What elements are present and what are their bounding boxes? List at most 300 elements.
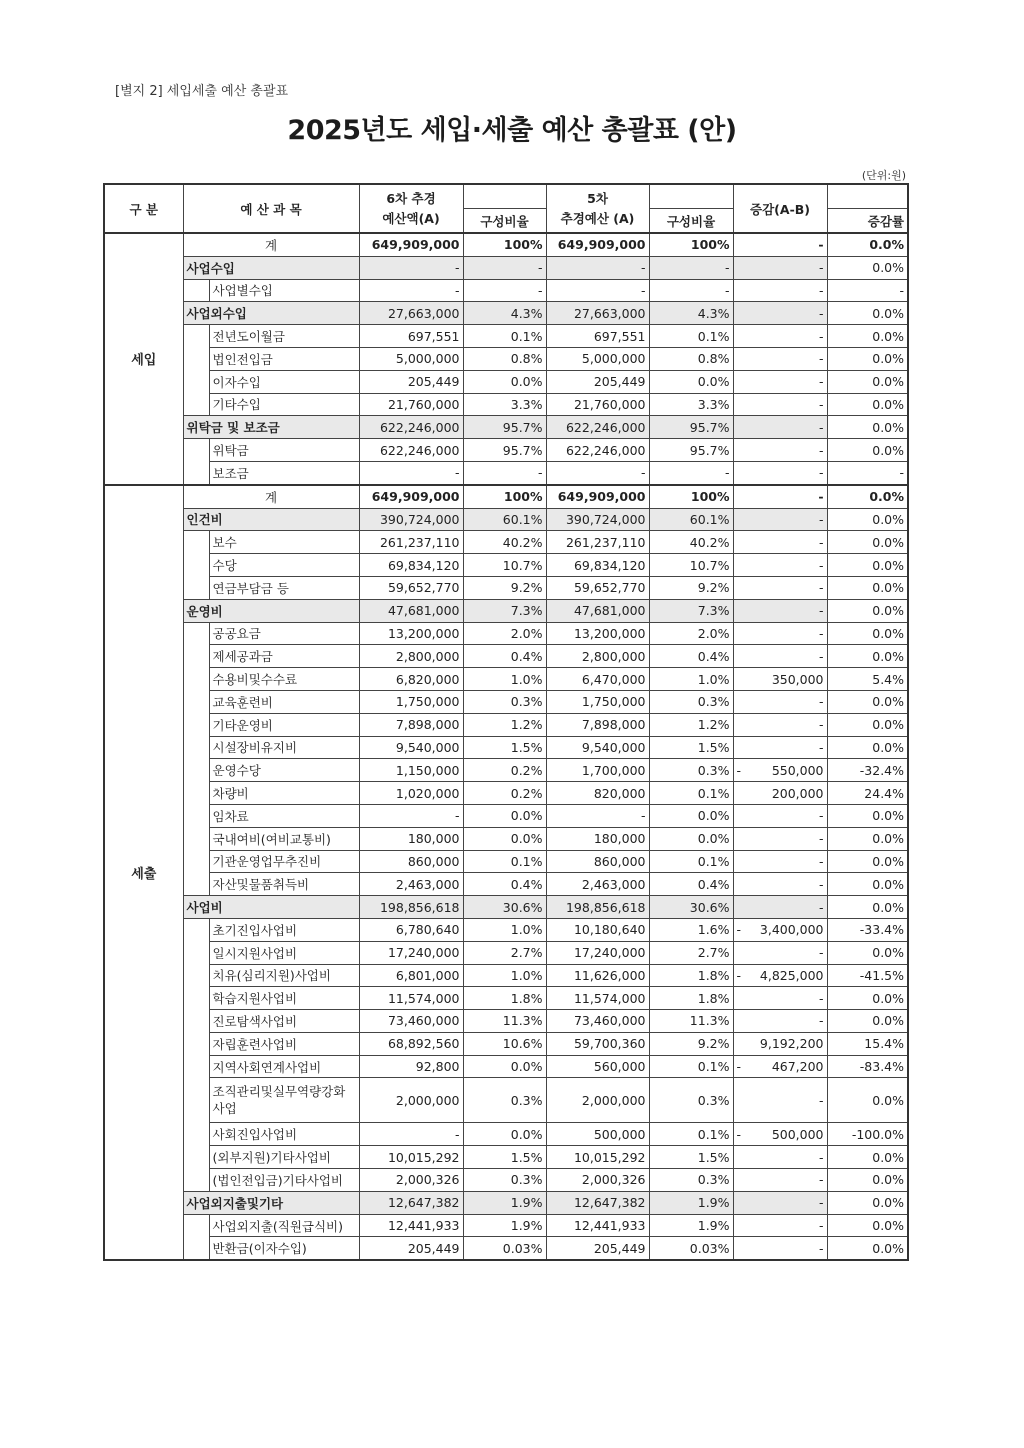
- category-label: 운영비: [183, 599, 359, 622]
- amount-a: 27,663,000: [359, 302, 463, 325]
- ratio-b: -: [649, 256, 733, 279]
- ratio-a: 0.2%: [463, 759, 546, 782]
- item-label: 지역사회연계사업비: [209, 1055, 359, 1078]
- item-label: 운영수당: [209, 759, 359, 782]
- diff-value: -: [819, 648, 824, 664]
- diff: [733, 622, 827, 645]
- diff: [733, 690, 827, 713]
- table-row: [104, 554, 908, 577]
- category-row: [104, 256, 908, 279]
- diff: [733, 1123, 827, 1146]
- item-label: 사업외지출(직원급식비): [209, 1214, 359, 1237]
- amount-a: 697,551: [359, 325, 463, 348]
- diff: [733, 439, 827, 462]
- header-ratio-b: 구성비율: [649, 209, 733, 234]
- diff-value: -: [819, 625, 824, 641]
- header-col-a-line2: 예산액(A): [382, 210, 440, 226]
- category-label: 사업외수입: [183, 302, 359, 325]
- indent-spacer: [183, 918, 209, 941]
- ratio-b: 1.9%: [649, 1214, 733, 1237]
- ratio-b: 2.7%: [649, 941, 733, 964]
- ratio-a: 1.0%: [463, 964, 546, 987]
- diff-rate: 0.0%: [827, 713, 908, 736]
- diff-rate: 0.0%: [827, 1146, 908, 1169]
- item-label: 법인전입금: [209, 347, 359, 370]
- diff-rate: 0.0%: [827, 233, 908, 256]
- diff-rate: 0.0%: [827, 485, 908, 508]
- item-label: 수당: [209, 554, 359, 577]
- amount-a: 12,647,382: [359, 1191, 463, 1214]
- ratio-a: 0.1%: [463, 325, 546, 348]
- diff: [733, 1055, 827, 1078]
- diff-value: -: [819, 717, 824, 733]
- diff-rate: 0.0%: [827, 325, 908, 348]
- table-row: [104, 576, 908, 599]
- item-label: 수용비및수수료: [209, 668, 359, 691]
- ratio-a: 95.7%: [463, 416, 546, 439]
- header-col-a-line1: 6차 추경: [386, 190, 436, 206]
- ratio-a: 2.7%: [463, 941, 546, 964]
- amount-a: -: [359, 1123, 463, 1146]
- item-label: 자립훈련사업비: [209, 1032, 359, 1055]
- diff: [733, 804, 827, 827]
- diff-rate: 0.0%: [827, 1214, 908, 1237]
- section-label: 세입: [104, 233, 183, 485]
- diff: [733, 461, 827, 484]
- ratio-a: 1.0%: [463, 918, 546, 941]
- diff-rate: -41.5%: [827, 964, 908, 987]
- diff-rate: 0.0%: [827, 347, 908, 370]
- ratio-b: 95.7%: [649, 439, 733, 462]
- diff: [733, 850, 827, 873]
- ratio-a: 100%: [463, 233, 546, 256]
- item-label: 보수: [209, 531, 359, 554]
- ratio-a: 0.03%: [463, 1237, 546, 1260]
- amount-a: -: [359, 279, 463, 302]
- amount-a: 622,246,000: [359, 439, 463, 462]
- diff: [733, 1214, 827, 1237]
- item-label: (외부지원)기타사업비: [209, 1146, 359, 1169]
- item-label: 이자수입: [209, 370, 359, 393]
- amount-b: 649,909,000: [546, 485, 649, 508]
- amount-b: 12,441,933: [546, 1214, 649, 1237]
- revenue-section: [104, 233, 908, 485]
- section-label: 세출: [104, 485, 183, 1261]
- indent-spacer: [183, 690, 209, 713]
- amount-b: 27,663,000: [546, 302, 649, 325]
- diff-value: -: [819, 557, 824, 573]
- amount-a: 6,801,000: [359, 964, 463, 987]
- amount-b: 860,000: [546, 850, 649, 873]
- diff: [733, 325, 827, 348]
- diff-rate: 0.0%: [827, 850, 908, 873]
- table-row: [104, 461, 908, 484]
- ratio-b: 0.3%: [649, 690, 733, 713]
- ratio-a: 0.1%: [463, 850, 546, 873]
- amount-a: 2,463,000: [359, 873, 463, 896]
- diff-value: -: [819, 808, 824, 824]
- diff: [733, 1032, 827, 1055]
- item-label: 조직관리및실무역량강화사업: [209, 1078, 359, 1123]
- category-row: [104, 416, 908, 439]
- diff: [733, 370, 827, 393]
- category-row: [104, 896, 908, 919]
- indent-spacer: [183, 1214, 209, 1237]
- amount-a: 9,540,000: [359, 736, 463, 759]
- ratio-a: 60.1%: [463, 508, 546, 531]
- ratio-b: -: [649, 461, 733, 484]
- diff-rate: 0.0%: [827, 827, 908, 850]
- diff-value: -: [819, 694, 824, 710]
- ratio-a: 0.3%: [463, 690, 546, 713]
- amount-b: 1,700,000: [546, 759, 649, 782]
- table-row: [104, 393, 908, 416]
- ratio-b: 1.8%: [649, 987, 733, 1010]
- table-row: [104, 1146, 908, 1169]
- diff: [733, 531, 827, 554]
- diff-value: -: [819, 899, 824, 915]
- diff-value: -: [819, 465, 824, 481]
- amount-a: 73,460,000: [359, 1010, 463, 1033]
- category-label: 인건비: [183, 508, 359, 531]
- page-title: 2025년도 세입·세출 예산 총괄표 (안): [287, 115, 737, 146]
- amount-b: 2,000,326: [546, 1169, 649, 1192]
- amount-a: 180,000: [359, 827, 463, 850]
- diff: [733, 964, 827, 987]
- amount-b: 11,626,000: [546, 964, 649, 987]
- diff-rate: 0.0%: [827, 1078, 908, 1123]
- indent-spacer: [183, 782, 209, 805]
- ratio-b: 95.7%: [649, 416, 733, 439]
- diff-rate: 0.0%: [827, 804, 908, 827]
- diff-value: -: [819, 1218, 824, 1234]
- ratio-a: 1.8%: [463, 987, 546, 1010]
- diff-rate: 0.0%: [827, 416, 908, 439]
- diff-value: -: [819, 511, 824, 527]
- diff-value: 9,192,200: [759, 1036, 824, 1052]
- diff-rate: 0.0%: [827, 531, 908, 554]
- ratio-b: 1.6%: [649, 918, 733, 941]
- ratio-a: 10.6%: [463, 1032, 546, 1055]
- ratio-b: 1.9%: [649, 1191, 733, 1214]
- header-item: 예 산 과 목: [183, 184, 359, 233]
- diff: [733, 941, 827, 964]
- diff-rate: 5.4%: [827, 668, 908, 691]
- diff: [733, 256, 827, 279]
- table-row: [104, 1123, 908, 1146]
- header-col-b-line1: 5차: [587, 190, 608, 206]
- category-row: [104, 302, 908, 325]
- category-label: 사업비: [183, 896, 359, 919]
- category-row: [104, 508, 908, 531]
- diff-rate: 0.0%: [827, 1191, 908, 1214]
- amount-a: 6,780,640: [359, 918, 463, 941]
- diff-value: -: [819, 1092, 824, 1108]
- item-label: (법인전입금)기타사업비: [209, 1169, 359, 1192]
- diff-value: -: [819, 831, 824, 847]
- header-col-b: [546, 184, 649, 233]
- amount-b: 6,470,000: [546, 668, 649, 691]
- item-label: 국내여비(여비교통비): [209, 827, 359, 850]
- table-row: [104, 668, 908, 691]
- diff-value: 3,400,000: [759, 922, 824, 938]
- table-row: [104, 782, 908, 805]
- table-row: [104, 987, 908, 1010]
- diff-rate: 15.4%: [827, 1032, 908, 1055]
- indent-spacer: [183, 987, 209, 1010]
- header-diff-rate-spacer: [827, 184, 908, 209]
- ratio-b: 9.2%: [649, 1032, 733, 1055]
- diff-rate: 0.0%: [827, 941, 908, 964]
- indent-spacer: [183, 554, 209, 577]
- amount-b: 59,652,770: [546, 576, 649, 599]
- indent-spacer: [183, 736, 209, 759]
- item-label: 치유(심리지원)사업비: [209, 964, 359, 987]
- diff-value: -: [819, 351, 824, 367]
- ratio-b: 11.3%: [649, 1010, 733, 1033]
- diff: [733, 508, 827, 531]
- table-row: [104, 873, 908, 896]
- amount-b: 697,551: [546, 325, 649, 348]
- amount-b: 21,760,000: [546, 393, 649, 416]
- table-row: [104, 1078, 908, 1123]
- diff-value: -: [819, 260, 824, 276]
- amount-b: 5,000,000: [546, 347, 649, 370]
- item-label: 일시지원사업비: [209, 941, 359, 964]
- diff-value: -: [818, 237, 824, 253]
- indent-spacer: [183, 439, 209, 462]
- indent-spacer: [183, 576, 209, 599]
- amount-b: 180,000: [546, 827, 649, 850]
- amount-a: 205,449: [359, 1237, 463, 1260]
- amount-a: 6,820,000: [359, 668, 463, 691]
- diff: [733, 759, 827, 782]
- ratio-a: 3.3%: [463, 393, 546, 416]
- amount-a: 7,898,000: [359, 713, 463, 736]
- amount-b: -: [546, 279, 649, 302]
- diff-rate: 0.0%: [827, 554, 908, 577]
- ratio-b: 0.0%: [649, 804, 733, 827]
- indent-spacer: [183, 804, 209, 827]
- ratio-b: 0.8%: [649, 347, 733, 370]
- amount-b: 390,724,000: [546, 508, 649, 531]
- diff-rate: 0.0%: [827, 622, 908, 645]
- ratio-a: 0.0%: [463, 1123, 546, 1146]
- unit-label: (단위:원): [861, 169, 906, 182]
- diff: [733, 1010, 827, 1033]
- diff-value: -: [818, 489, 824, 505]
- amount-a: 390,724,000: [359, 508, 463, 531]
- indent-spacer: [183, 668, 209, 691]
- amount-a: 198,856,618: [359, 896, 463, 919]
- table-row: [104, 325, 908, 348]
- amount-b: 2,000,000: [546, 1078, 649, 1123]
- diff-value: 350,000: [771, 671, 824, 687]
- ratio-a: 1.0%: [463, 668, 546, 691]
- table-row: [104, 918, 908, 941]
- ratio-b: 0.3%: [649, 759, 733, 782]
- diff-rate: 0.0%: [827, 1010, 908, 1033]
- amount-b: 622,246,000: [546, 439, 649, 462]
- amount-b: 10,180,640: [546, 918, 649, 941]
- category-label: 사업외지출및기타: [183, 1191, 359, 1214]
- item-label: 사회진입사업비: [209, 1123, 359, 1146]
- ratio-a: 1.5%: [463, 736, 546, 759]
- ratio-a: 4.3%: [463, 302, 546, 325]
- table-row: [104, 347, 908, 370]
- indent-spacer: [183, 759, 209, 782]
- amount-a: 17,240,000: [359, 941, 463, 964]
- amount-a: 649,909,000: [359, 485, 463, 508]
- header-col-a: [359, 184, 463, 233]
- indent-spacer: [183, 941, 209, 964]
- diff: [733, 416, 827, 439]
- amount-a: 1,020,000: [359, 782, 463, 805]
- diff-value: 4,825,000: [759, 967, 824, 983]
- diff: [733, 1078, 827, 1123]
- diff: [733, 782, 827, 805]
- table-row: [104, 622, 908, 645]
- diff-rate: 0.0%: [827, 690, 908, 713]
- category-label: 사업수입: [183, 256, 359, 279]
- diff-rate: -83.4%: [827, 1055, 908, 1078]
- diff-value: -: [819, 328, 824, 344]
- item-label: 보조금: [209, 461, 359, 484]
- amount-a: 12,441,933: [359, 1214, 463, 1237]
- diff-value: -: [819, 580, 824, 596]
- diff-rate: 0.0%: [827, 599, 908, 622]
- amount-b: 500,000: [546, 1123, 649, 1146]
- amount-b: 198,856,618: [546, 896, 649, 919]
- ratio-a: 40.2%: [463, 531, 546, 554]
- diff: [733, 645, 827, 668]
- item-label: 진로탐색사업비: [209, 1010, 359, 1033]
- table-row: [104, 370, 908, 393]
- diff-value: -: [819, 396, 824, 412]
- diff: [733, 1146, 827, 1169]
- amount-a: 13,200,000: [359, 622, 463, 645]
- amount-a: 2,000,000: [359, 1078, 463, 1123]
- diff: [733, 233, 827, 256]
- ratio-a: 11.3%: [463, 1010, 546, 1033]
- amount-b: 560,000: [546, 1055, 649, 1078]
- indent-spacer: [183, 1055, 209, 1078]
- amount-b: 47,681,000: [546, 599, 649, 622]
- diff-value: -: [819, 945, 824, 961]
- ratio-a: 0.4%: [463, 645, 546, 668]
- diff-sign: -: [736, 762, 742, 778]
- table-row: [104, 827, 908, 850]
- header-ratio-b-spacer: [649, 184, 733, 209]
- item-label: 시설장비유지비: [209, 736, 359, 759]
- diff-rate: -: [827, 279, 908, 302]
- ratio-a: 0.0%: [463, 827, 546, 850]
- ratio-b: 0.0%: [649, 370, 733, 393]
- amount-a: 261,237,110: [359, 531, 463, 554]
- amount-a: 11,574,000: [359, 987, 463, 1010]
- indent-spacer: [183, 622, 209, 645]
- diff: [733, 896, 827, 919]
- ratio-a: -: [463, 461, 546, 484]
- ratio-b: 0.1%: [649, 782, 733, 805]
- indent-spacer: [183, 713, 209, 736]
- total-row: [104, 233, 908, 256]
- category-row: [104, 1191, 908, 1214]
- diff-sign: -: [736, 922, 742, 938]
- ratio-a: 7.3%: [463, 599, 546, 622]
- budget-summary-table: [103, 183, 909, 1261]
- ratio-a: 0.8%: [463, 347, 546, 370]
- diff: [733, 347, 827, 370]
- diff-rate: -33.4%: [827, 918, 908, 941]
- table-row: [104, 941, 908, 964]
- ratio-a: 1.9%: [463, 1214, 546, 1237]
- diff-value: -: [819, 1195, 824, 1211]
- item-label: 차량비: [209, 782, 359, 805]
- amount-b: 7,898,000: [546, 713, 649, 736]
- diff-value: -: [819, 1149, 824, 1165]
- diff: [733, 736, 827, 759]
- ratio-b: 9.2%: [649, 576, 733, 599]
- amount-b: 1,750,000: [546, 690, 649, 713]
- amount-b: 10,015,292: [546, 1146, 649, 1169]
- diff-rate: 24.4%: [827, 782, 908, 805]
- ratio-b: 0.0%: [649, 827, 733, 850]
- table-row: [104, 531, 908, 554]
- diff-rate: 0.0%: [827, 576, 908, 599]
- diff: [733, 668, 827, 691]
- item-label: 임차료: [209, 804, 359, 827]
- header-diff: 증감(A-B): [733, 184, 827, 233]
- amount-b: 9,540,000: [546, 736, 649, 759]
- amount-b: 59,700,360: [546, 1032, 649, 1055]
- category-row: [104, 599, 908, 622]
- table-row: [104, 439, 908, 462]
- ratio-b: 0.1%: [649, 1123, 733, 1146]
- amount-a: -: [359, 461, 463, 484]
- diff-rate: 0.0%: [827, 302, 908, 325]
- item-label: 전년도이월금: [209, 325, 359, 348]
- amount-b: 205,449: [546, 370, 649, 393]
- item-label: 제세공과금: [209, 645, 359, 668]
- diff: [733, 1191, 827, 1214]
- ratio-b: 30.6%: [649, 896, 733, 919]
- row-label: 계: [183, 485, 359, 508]
- item-label: 기타수입: [209, 393, 359, 416]
- diff-rate: -: [827, 461, 908, 484]
- diff-sign: -: [736, 1126, 742, 1142]
- diff-value: -: [819, 739, 824, 755]
- ratio-b: 4.3%: [649, 302, 733, 325]
- table-row: [104, 850, 908, 873]
- indent-spacer: [183, 531, 209, 554]
- amount-a: 649,909,000: [359, 233, 463, 256]
- ratio-b: 0.3%: [649, 1078, 733, 1123]
- ratio-b: 0.1%: [649, 1055, 733, 1078]
- indent-spacer: [183, 964, 209, 987]
- ratio-a: 0.0%: [463, 804, 546, 827]
- ratio-a: 95.7%: [463, 439, 546, 462]
- ratio-b: 1.5%: [649, 736, 733, 759]
- table-row: [104, 1032, 908, 1055]
- amount-b: 261,237,110: [546, 531, 649, 554]
- item-label: 반환금(이자수입): [209, 1237, 359, 1260]
- ratio-b: 10.7%: [649, 554, 733, 577]
- amount-b: 73,460,000: [546, 1010, 649, 1033]
- ratio-a: 0.0%: [463, 1055, 546, 1078]
- diff-value: -: [819, 990, 824, 1006]
- diff-rate: 0.0%: [827, 393, 908, 416]
